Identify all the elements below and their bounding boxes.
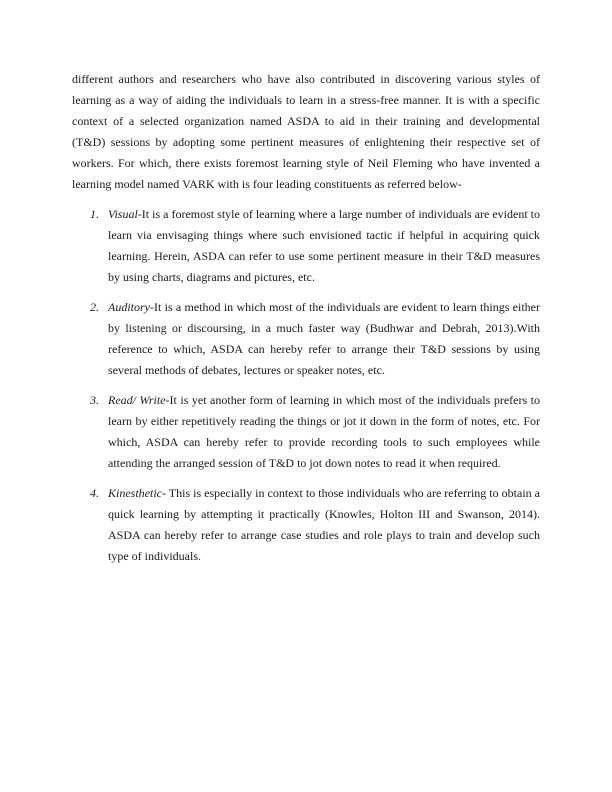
list-item-body [108,486,540,563]
vark-list [72,204,540,567]
list-item-term: Visual [108,207,138,221]
list-item [72,390,540,474]
page-content [72,69,540,567]
list-item [72,204,540,288]
list-item-text: -It is a foremost style of learning where a large number of individuals are evident to learn via envisaging things where such envisioned tactic if helpful in acquiring quick learning. Herein, ASDA can refer to use some pertinent measure in their T&D measures by using charts, diagrams and pictures, etc. [108,207,540,284]
list-item [72,297,540,381]
list-item [72,483,540,567]
list-item-number: 2. [90,300,99,314]
list-item-text: -It is yet another form of learning in which most of the individuals prefers to learn by either repetitively reading the things or jot it down in the form of notes, etc. For which, ASDA can hereby refer to provide recording tools to such employees while attending the arranged session of T&D to jot down notes to read it when required. [108,393,540,470]
list-item-term: Auditory [108,300,150,314]
list-item-term: Read/ Write [108,393,166,407]
list-item-body [108,207,540,284]
list-item-text: -It is a method in which most of the individuals are evident to learn things either by listening or discoursing, in a much faster way (Budhwar and Debrah, 2013).With reference to which, ASDA can hereby refer to arrange their T&D sessions by using several methods of debates, lectures or speaker notes, etc. [108,300,540,377]
list-item-body [108,393,540,470]
list-item-text: - This is especially in context to those individuals who are referring to obtain a quick learning by attempting it practically (Knowles, Holton III and Swanson, 2014). ASDA can hereby refer to arrange case studies and role plays to train and develop such type of individuals. [108,486,540,563]
list-item-body [108,300,540,377]
list-item-number: 3. [90,393,99,407]
list-item-number: 4. [90,486,99,500]
list-item-number: 1. [90,207,99,221]
intro-paragraph: different authors and researchers who have also contributed in discovering various styles of learning as a way of aiding the individuals to learn in a stress-free manner. It is with a specific context of a selected organization named ASDA to aid in their training and developmental (T&D) sessions by adopting some pertinent measures of enlightening their respective set of workers. For which, there exists foremost learning style of Neil Fleming who have invented a learning model named VARK with is four leading constituents as referred below- [72,72,540,191]
list-item-term: Kinesthetic [108,486,162,500]
